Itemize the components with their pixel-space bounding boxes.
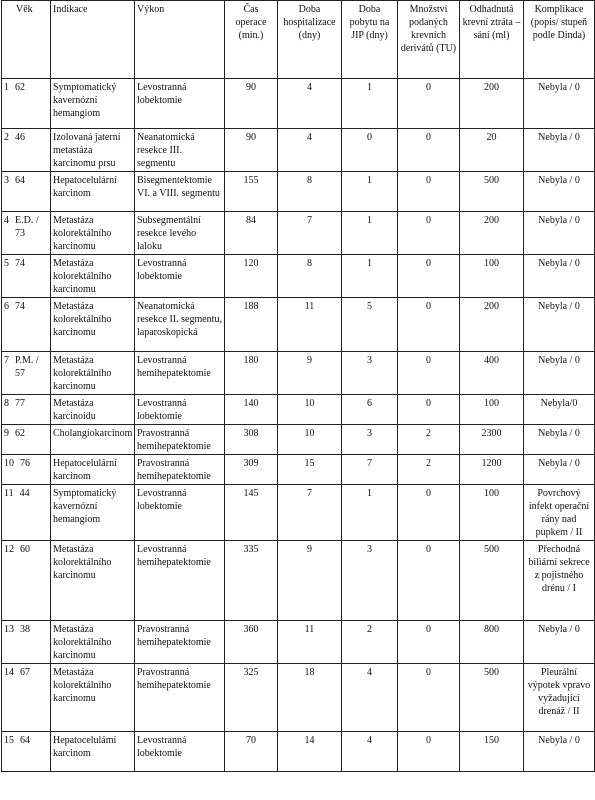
- blood-derivatives-cell: 0: [398, 664, 460, 732]
- icu-stay-cell: 5: [342, 298, 398, 352]
- table-row: [2, 212, 595, 255]
- indication-cell: Metastáza kolorektálního karcinomu: [51, 255, 135, 298]
- procedure-cell: Levostranná lobektomie: [135, 485, 225, 541]
- age: 60: [20, 544, 30, 555]
- table-row: [2, 664, 595, 732]
- blood-loss-cell: 800: [460, 621, 524, 664]
- operation-time-cell: 335: [225, 541, 278, 621]
- hospitalization-cell: 11: [278, 621, 342, 664]
- icu-stay-cell: 2: [342, 621, 398, 664]
- blood-loss-cell: 2300: [460, 425, 524, 455]
- indication-cell: Metastáza kolorektálního karcinomu: [51, 621, 135, 664]
- hospitalization-cell: 8: [278, 255, 342, 298]
- operation-time-cell: 120: [225, 255, 278, 298]
- header-cas: Čas operace (min.): [225, 1, 278, 79]
- procedure-cell: Pravostranná hemihepatektomie: [135, 621, 225, 664]
- row-number: 2: [4, 132, 9, 143]
- procedure-cell: Neanatomická resekce III. segmentu: [135, 129, 225, 172]
- header-vek: Věk: [2, 1, 51, 79]
- complications-cell: Nebyla / 0: [524, 425, 595, 455]
- procedure-cell: Neanatomická resekce II. segmentu, laparoskopická: [135, 298, 225, 352]
- patients-table: [1, 0, 595, 772]
- indication-cell: Symptomatický kavernózní hemangiom: [51, 79, 135, 129]
- header-komplikace: Komplikace (popis/ stupeň podle Dinda): [524, 1, 595, 79]
- row-number-age-cell: [2, 485, 51, 541]
- operation-time-cell: 84: [225, 212, 278, 255]
- operation-time-cell: 325: [225, 664, 278, 732]
- row-number-age-cell: [2, 352, 51, 395]
- indication-cell: Metastáza karcinoidu: [51, 395, 135, 425]
- hospitalization-cell: 9: [278, 541, 342, 621]
- row-number-age-cell: [2, 425, 51, 455]
- table-row: [2, 485, 595, 541]
- complications-cell: Nebyla / 0: [524, 79, 595, 129]
- icu-stay-cell: 1: [342, 485, 398, 541]
- age: 76: [20, 458, 30, 469]
- blood-derivatives-cell: 2: [398, 455, 460, 485]
- header-vykon: Výkon: [135, 1, 225, 79]
- indication-cell: Symptomatický kavernózní hemangiom: [51, 485, 135, 541]
- age: 62: [15, 428, 25, 439]
- blood-loss-cell: 400: [460, 352, 524, 395]
- complications-cell: Nebyla / 0: [524, 129, 595, 172]
- row-number: 5: [4, 258, 9, 269]
- icu-stay-cell: 4: [342, 732, 398, 772]
- row-number: 6: [4, 301, 9, 312]
- row-number-age-cell: [2, 455, 51, 485]
- icu-stay-cell: 0: [342, 129, 398, 172]
- table-row: [2, 298, 595, 352]
- icu-stay-cell: 1: [342, 79, 398, 129]
- blood-loss-cell: 500: [460, 172, 524, 212]
- row-number-age-cell: [2, 212, 51, 255]
- indication-cell: Izolovaná jaterní metastáza karcinomu prsu: [51, 129, 135, 172]
- row-number: 1: [4, 82, 9, 93]
- procedure-cell: Pravostranná hemihepatektomie: [135, 455, 225, 485]
- blood-loss-cell: 1200: [460, 455, 524, 485]
- header-indikace: Indikace: [51, 1, 135, 79]
- blood-derivatives-cell: 0: [398, 172, 460, 212]
- icu-stay-cell: 1: [342, 255, 398, 298]
- header-jip: Doba pobytu na JIP (dny): [342, 1, 398, 79]
- icu-stay-cell: 1: [342, 212, 398, 255]
- hospitalization-cell: 11: [278, 298, 342, 352]
- icu-stay-cell: 4: [342, 664, 398, 732]
- age: 74: [15, 301, 25, 312]
- indication-cell: Metastáza kolorektálního karcinomu: [51, 352, 135, 395]
- row-number: 10: [4, 458, 14, 469]
- icu-stay-cell: 3: [342, 352, 398, 395]
- table-row: [2, 352, 595, 395]
- table-row: [2, 172, 595, 212]
- indication-cell: Metastáza kolorektálního karcinomu: [51, 664, 135, 732]
- age: 67: [20, 667, 30, 678]
- age: 64: [15, 175, 25, 186]
- table-row: [2, 621, 595, 664]
- icu-stay-cell: 6: [342, 395, 398, 425]
- complications-cell: Pleurální výpotek vpravo vyžadující drenáž / II: [524, 664, 595, 732]
- operation-time-cell: 155: [225, 172, 278, 212]
- row-number: 4: [4, 215, 9, 226]
- complications-cell: Povrchový infekt operační rány nad pupkem / II: [524, 485, 595, 541]
- icu-stay-cell: 1: [342, 172, 398, 212]
- complications-cell: Nebyla / 0: [524, 621, 595, 664]
- age: P.M. / 57: [15, 355, 39, 379]
- hospitalization-cell: 7: [278, 485, 342, 541]
- indication-cell: Metastáza kolorektálního karcinomu: [51, 298, 135, 352]
- blood-loss-cell: 500: [460, 664, 524, 732]
- complications-cell: Nebyla / 0: [524, 732, 595, 772]
- operation-time-cell: 145: [225, 485, 278, 541]
- header-derivaty: Množství podaných krevních derivátů (TU): [398, 1, 460, 79]
- hospitalization-cell: 15: [278, 455, 342, 485]
- blood-derivatives-cell: 0: [398, 541, 460, 621]
- blood-derivatives-cell: 0: [398, 79, 460, 129]
- complications-cell: Nebyla / 0: [524, 352, 595, 395]
- table-row: [2, 79, 595, 129]
- blood-loss-cell: 200: [460, 212, 524, 255]
- complications-cell: Nebyla / 0: [524, 255, 595, 298]
- blood-derivatives-cell: 0: [398, 298, 460, 352]
- procedure-cell: Levostranná lobektomie: [135, 255, 225, 298]
- blood-loss-cell: 200: [460, 298, 524, 352]
- complications-cell: Nebyla / 0: [524, 455, 595, 485]
- procedure-cell: Levostranná lobektomie: [135, 395, 225, 425]
- row-number: 13: [4, 624, 14, 635]
- hospitalization-cell: 18: [278, 664, 342, 732]
- procedure-cell: Levostranná lobektomie: [135, 732, 225, 772]
- indication-cell: Cholangiokarcinom: [51, 425, 135, 455]
- complications-cell: Nebyla / 0: [524, 298, 595, 352]
- indication-cell: Metastáza kolorektálního karcinomu: [51, 212, 135, 255]
- operation-time-cell: 140: [225, 395, 278, 425]
- hospitalization-cell: 8: [278, 172, 342, 212]
- row-number-age-cell: [2, 79, 51, 129]
- operation-time-cell: 90: [225, 129, 278, 172]
- row-number: 12: [4, 544, 14, 555]
- row-number-age-cell: [2, 664, 51, 732]
- procedure-cell: Levostranná hemihepatektomie: [135, 541, 225, 621]
- blood-derivatives-cell: 0: [398, 395, 460, 425]
- age: 77: [15, 398, 25, 409]
- table-row: [2, 541, 595, 621]
- icu-stay-cell: 3: [342, 541, 398, 621]
- blood-derivatives-cell: 0: [398, 621, 460, 664]
- complications-cell: Přechodná biliární sekrece z pojistného drénu / I: [524, 541, 595, 621]
- table-row: [2, 255, 595, 298]
- blood-loss-cell: 100: [460, 395, 524, 425]
- age: 74: [15, 258, 25, 269]
- complications-cell: Nebyla / 0: [524, 172, 595, 212]
- row-number-age-cell: [2, 621, 51, 664]
- blood-derivatives-cell: 0: [398, 352, 460, 395]
- row-number: 15: [4, 735, 14, 746]
- procedure-cell: Bisegmentektomie VI. a VIII. segmentu: [135, 172, 225, 212]
- blood-derivatives-cell: 0: [398, 255, 460, 298]
- row-number: 8: [4, 398, 9, 409]
- header-hospitalizace: Doba hospitalizace (dny): [278, 1, 342, 79]
- age: 38: [20, 624, 30, 635]
- blood-loss-cell: 500: [460, 541, 524, 621]
- row-number-age-cell: [2, 732, 51, 772]
- row-number: 3: [4, 175, 9, 186]
- hospitalization-cell: 9: [278, 352, 342, 395]
- table-row: [2, 455, 595, 485]
- indication-cell: Metastáza kolorektálního karcinomu: [51, 541, 135, 621]
- procedure-cell: Subsegmentální resekce levého laloku: [135, 212, 225, 255]
- age: 64: [20, 735, 30, 746]
- blood-loss-cell: 150: [460, 732, 524, 772]
- operation-time-cell: 360: [225, 621, 278, 664]
- table-row: [2, 129, 595, 172]
- row-number: 9: [4, 428, 9, 439]
- indication-cell: Hepatocelulámí karcinom: [51, 732, 135, 772]
- blood-loss-cell: 20: [460, 129, 524, 172]
- complications-cell: Nebyla / 0: [524, 212, 595, 255]
- row-number: 14: [4, 667, 14, 678]
- blood-loss-cell: 200: [460, 79, 524, 129]
- operation-time-cell: 90: [225, 79, 278, 129]
- blood-derivatives-cell: 2: [398, 425, 460, 455]
- row-number-age-cell: [2, 255, 51, 298]
- row-number-age-cell: [2, 298, 51, 352]
- header-row: [2, 1, 595, 79]
- blood-derivatives-cell: 0: [398, 129, 460, 172]
- row-number-age-cell: [2, 172, 51, 212]
- blood-loss-cell: 100: [460, 485, 524, 541]
- row-number-age-cell: [2, 129, 51, 172]
- hospitalization-cell: 4: [278, 79, 342, 129]
- row-number: 7: [4, 355, 9, 366]
- operation-time-cell: 70: [225, 732, 278, 772]
- operation-time-cell: 188: [225, 298, 278, 352]
- hospitalization-cell: 10: [278, 425, 342, 455]
- indication-cell: Hepatocelulární karcinom: [51, 172, 135, 212]
- complications-cell: Nebyla/0: [524, 395, 595, 425]
- row-number-age-cell: [2, 541, 51, 621]
- procedure-cell: Pravostranná hemihepatektomie: [135, 425, 225, 455]
- age: 46: [15, 132, 25, 143]
- procedure-cell: Pravostranná hemihepatektomie: [135, 664, 225, 732]
- operation-time-cell: 309: [225, 455, 278, 485]
- age: 62: [15, 82, 25, 93]
- blood-loss-cell: 100: [460, 255, 524, 298]
- hospitalization-cell: 14: [278, 732, 342, 772]
- blood-derivatives-cell: 0: [398, 732, 460, 772]
- operation-time-cell: 180: [225, 352, 278, 395]
- table-row: [2, 732, 595, 772]
- operation-time-cell: 308: [225, 425, 278, 455]
- table-row: [2, 425, 595, 455]
- row-number: 11: [4, 488, 14, 499]
- hospitalization-cell: 7: [278, 212, 342, 255]
- procedure-cell: Levostranná hemihepatektomie: [135, 352, 225, 395]
- icu-stay-cell: 3: [342, 425, 398, 455]
- age: E.D. / 73: [15, 215, 39, 239]
- age: 44: [19, 488, 30, 499]
- indication-cell: Hepatocelulární karcinom: [51, 455, 135, 485]
- blood-derivatives-cell: 0: [398, 212, 460, 255]
- blood-derivatives-cell: 0: [398, 485, 460, 541]
- row-number-age-cell: [2, 395, 51, 425]
- header-ztrata: Odhadnutá krevní ztráta – sání (ml): [460, 1, 524, 79]
- table-row: [2, 395, 595, 425]
- hospitalization-cell: 4: [278, 129, 342, 172]
- hospitalization-cell: 10: [278, 395, 342, 425]
- procedure-cell: Levostranná lobektomie: [135, 79, 225, 129]
- icu-stay-cell: 7: [342, 455, 398, 485]
